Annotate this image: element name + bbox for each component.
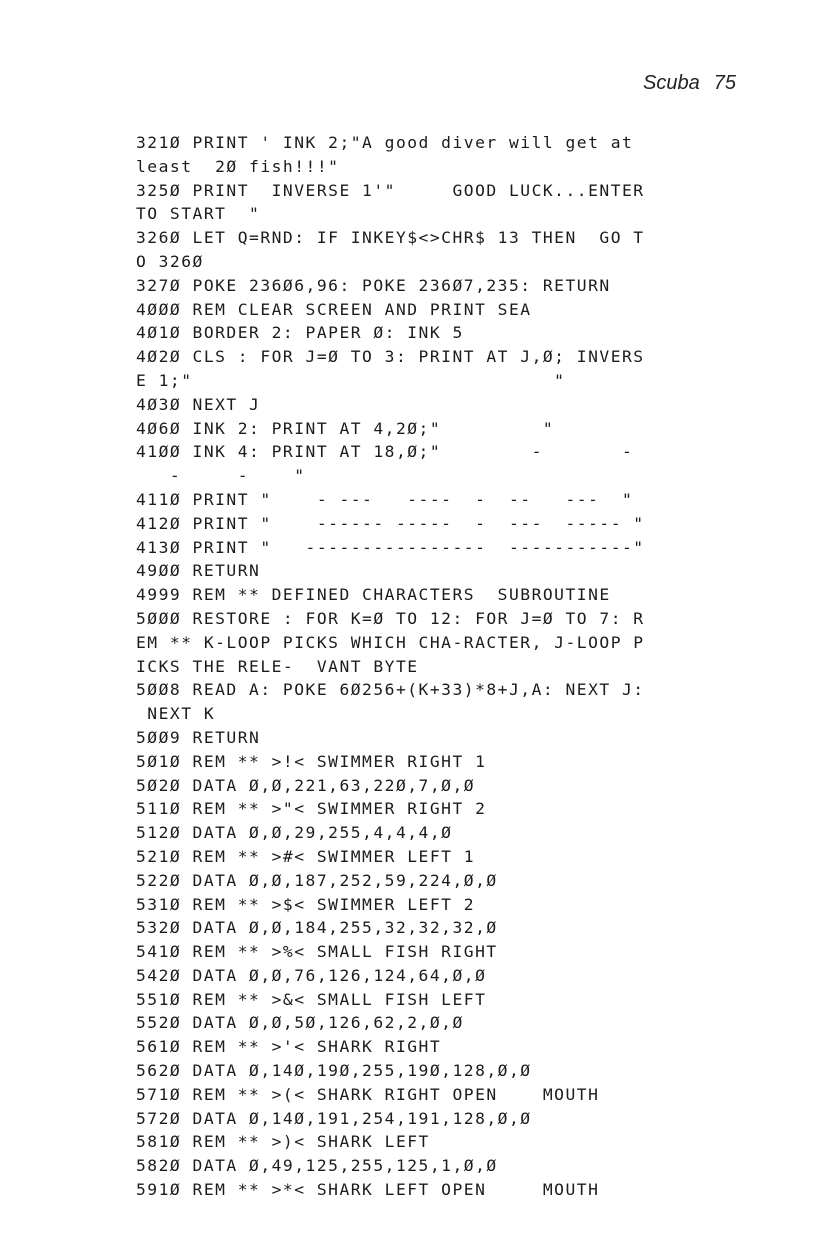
code-line: 522Ø DATA Ø,Ø,187,252,59,224,Ø,Ø [136, 870, 498, 890]
code-line: - - " [136, 466, 306, 486]
code-line: 5Ø2Ø DATA Ø,Ø,221,63,22Ø,7,Ø,Ø [136, 775, 476, 795]
code-line: 411Ø PRINT " - --- ---- - -- --- " [136, 489, 634, 509]
code-line: 5ØØØ RESTORE : FOR K=Ø TO 12: FOR J=Ø TO 7: R [136, 608, 645, 628]
code-line: 521Ø REM ** >#< SWIMMER LEFT 1 [136, 846, 476, 866]
code-line: 551Ø REM ** >&< SMALL FISH LEFT [136, 989, 487, 1009]
code-line: 512Ø DATA Ø,Ø,29,255,4,4,4,Ø [136, 823, 453, 843]
code-line: 327Ø POKE 236Ø6,96: POKE 236Ø7,235: RETURN [136, 275, 611, 295]
chapter-title: Scuba [643, 72, 700, 94]
code-line: 581Ø REM ** >)< SHARK LEFT [136, 1132, 430, 1152]
code-line: 5Ø1Ø REM ** >!< SWIMMER RIGHT 1 [136, 751, 487, 771]
code-line: 591Ø REM ** >*< SHARK LEFT OPEN MOUTH [136, 1180, 600, 1200]
code-line: 41ØØ INK 4: PRINT AT 18,Ø;" - - [136, 442, 634, 462]
code-line: 552Ø DATA Ø,Ø,5Ø,126,62,2,Ø,Ø [136, 1013, 464, 1033]
code-line: 511Ø REM ** >"< SWIMMER RIGHT 2 [136, 799, 487, 819]
code-line: 561Ø REM ** >'< SHARK RIGHT [136, 1037, 442, 1057]
code-line: 4Ø3Ø NEXT J [136, 394, 261, 414]
page-number: 75 [713, 72, 736, 94]
code-line: 326Ø LET Q=RND: IF INKEY$<>CHR$ 13 THEN GO T [136, 228, 645, 248]
code-line: 412Ø PRINT " ------ ----- - --- ----- " [136, 513, 645, 533]
code-line: 571Ø REM ** >(< SHARK RIGHT OPEN MOUTH [136, 1084, 600, 1104]
code-line: TO START " [136, 204, 261, 224]
code-line: 572Ø DATA Ø,14Ø,191,254,191,128,Ø,Ø [136, 1108, 532, 1128]
code-line: 531Ø REM ** >$< SWIMMER LEFT 2 [136, 894, 476, 914]
code-line: 532Ø DATA Ø,Ø,184,255,32,32,32,Ø [136, 918, 498, 938]
code-line: 4ØØØ REM CLEAR SCREEN AND PRINT SEA [136, 299, 532, 319]
code-line: 4999 REM ** DEFINED CHARACTERS SUBROUTINE [136, 585, 611, 605]
code-line: 541Ø REM ** >%< SMALL FISH RIGHT [136, 942, 498, 962]
code-line: 321Ø PRINT ' INK 2;"A good diver will get at [136, 133, 634, 152]
code-line: 413Ø PRINT " ---------------- -----------" [136, 537, 645, 557]
program-listing [136, 131, 756, 1202]
code-line: 4Ø1Ø BORDER 2: PAPER Ø: INK 5 [136, 323, 464, 343]
code-line: 325Ø PRINT INVERSE 1'" GOOD LUCK...ENTER [136, 180, 645, 200]
code-line: 49ØØ RETURN [136, 561, 261, 581]
code-line: NEXT K [136, 704, 216, 724]
code-line: 542Ø DATA Ø,Ø,76,126,124,64,Ø,Ø [136, 965, 487, 985]
code-line: 562Ø DATA Ø,14Ø,19Ø,255,19Ø,128,Ø,Ø [136, 1061, 532, 1081]
code-line: least 2Ø fish!!!" [136, 156, 340, 176]
code-line: ICKS THE RELE- VANT BYTE [136, 656, 419, 676]
code-line: 582Ø DATA Ø,49,125,255,125,1,Ø,Ø [136, 1156, 498, 1176]
code-line: 5ØØ9 RETURN [136, 727, 261, 747]
code-line: 4Ø6Ø INK 2: PRINT AT 4,2Ø;" " [136, 418, 555, 438]
code-line: EM ** K-LOOP PICKS WHICH CHA-RACTER, J-LOOP P [136, 632, 645, 652]
page-header [643, 72, 736, 95]
code-line: E 1;" " [136, 370, 566, 390]
code-line: 4Ø2Ø CLS : FOR J=Ø TO 3: PRINT AT J,Ø; INVERS [136, 347, 645, 367]
code-line: O 326Ø [136, 251, 204, 271]
code-line: 5ØØ8 READ A: POKE 6Ø256+(K+33)*8+J,A: NEXT J: [136, 680, 645, 700]
